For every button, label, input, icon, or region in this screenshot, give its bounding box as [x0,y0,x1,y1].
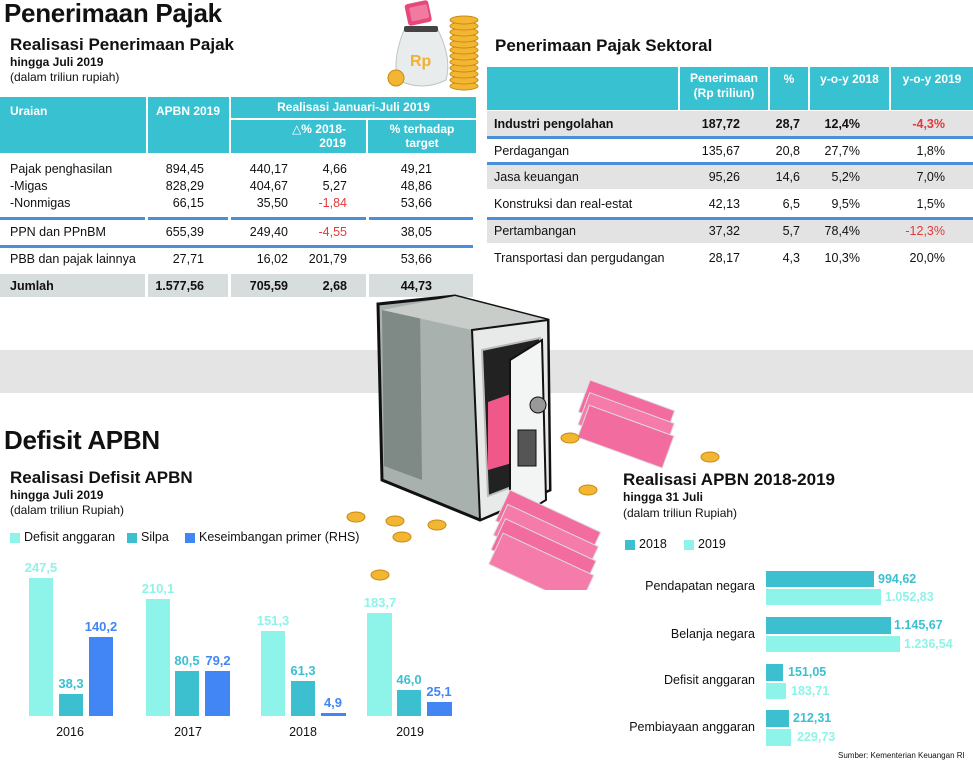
delta-value: -1,84 [318,196,347,210]
hbar-2018-pembiayaan [766,710,789,727]
delta-value: 2,68 [322,279,347,293]
row-divider [369,217,473,220]
header-yoy2019 [891,67,973,110]
header-label: target [405,136,439,150]
row-label: Jasa keuangan [494,170,579,184]
sektoral-title: Penerimaan Pajak Sektoral [495,36,713,55]
apbn-value: 1.577,56 [155,279,204,293]
apbn-value: 894,45 [165,162,204,176]
source-note: Sumber: Kementerian Keuangan RI [838,751,965,760]
legend-swatch [10,533,20,543]
bar-value: 212,31 [793,711,832,725]
legend-2018 [625,537,667,551]
legend-swatch [684,540,694,550]
header-label: (Rp triliun) [693,86,755,100]
yoy2019-value: 20,0% [909,251,945,265]
legend-defisit [10,530,115,544]
realisasi-value: 249,40 [249,225,288,239]
apbn-value: 27,71 [172,252,204,266]
hbar-2018-pendapatan [766,571,874,587]
x-axis-label: 2017 [174,725,202,739]
row-label: Pertambangan [494,224,577,238]
header-label: % terhadap [389,122,455,136]
target-value: 44,73 [400,279,432,293]
bar-silpa-2016 [59,694,83,716]
header-target [368,120,476,153]
penerimaan-value: 42,13 [708,197,740,211]
header-realisasi-group [231,97,476,118]
bar-value: 1.052,83 [885,590,934,604]
penerimaan-value: 28,17 [708,251,740,265]
pct-value: 28,7 [775,117,800,131]
row-label: -Nonmigas [10,196,71,210]
bar-value: 140,2 [84,619,118,634]
header-pct [770,67,808,110]
pct-value: 6,5 [782,197,800,211]
penerimaan-value: 37,32 [708,224,740,238]
header-apbn [148,97,229,153]
chart2-subtitle: hingga 31 Juli [623,490,704,504]
yoy2019-value: 7,0% [916,170,945,184]
bar-primer-2018 [321,713,346,716]
apbn-value: 828,29 [165,179,204,193]
table-subtitle: hingga Juli 2019 [10,55,104,69]
yoy2018-value: 27,7% [824,144,860,158]
row-label: PPN dan PPnBM [10,225,106,239]
apbn-value: 66,15 [172,196,204,210]
hbar-2019-belanja [766,636,900,652]
header-blank [487,67,678,110]
bar-value: 994,62 [878,572,917,586]
hbar-2019-pendapatan [766,589,881,605]
realisasi-value: 16,02 [256,252,288,266]
chart1-subtitle: hingga Juli 2019 [10,488,104,502]
header-label: Realisasi Januari-Juli 2019 [277,100,430,114]
yoy2018-value: 9,5% [831,197,860,211]
row-divider [0,217,145,220]
bar-value: 210,1 [141,581,175,596]
row-label: Jumlah [10,279,54,293]
coin-decoration [698,450,722,464]
row-label: PBB dan pajak lainnya [10,252,136,266]
legend-swatch [127,533,137,543]
hbar-2019-pembiayaan [766,729,791,746]
header-label: y-o-y 2018 [820,72,879,86]
bar-primer-2017 [205,671,230,716]
row-label: Konstruksi dan real-estat [494,197,633,211]
bar-value: 1.236,54 [904,637,953,651]
target-value: 38,05 [400,225,432,239]
bar-value: 46,0 [396,672,422,687]
yoy2018-value: 78,4% [824,224,860,238]
realisasi-value: 440,17 [249,162,288,176]
row-divider [148,217,228,220]
header-uraian [0,97,146,153]
row-label: Perdagangan [494,144,570,158]
realisasi-value: 705,59 [249,279,288,293]
apbn-value: 655,39 [165,225,204,239]
category-label: Pendapatan negara [645,579,755,593]
category-label: Pembiayaan anggaran [629,720,755,734]
yoy2019-value: 1,5% [916,197,945,211]
yoy2019-value: -4,3% [912,117,945,131]
money-bag-illustration [382,0,482,92]
chart1-unit: (dalam triliun Rupiah) [10,503,125,517]
legend-swatch [185,533,195,543]
bar-value: 80,5 [174,653,200,668]
row-divider [0,245,473,248]
yoy2019-value: 1,8% [916,144,945,158]
target-value: 48,86 [400,179,432,193]
hbar-2018-defisit [766,664,783,681]
penerimaan-value: 187,72 [701,117,740,131]
header-label: % [783,72,795,86]
target-value: 53,66 [400,196,432,210]
realisasi-value: 35,50 [256,196,288,210]
legend-2019 [684,537,726,551]
bar-silpa-2017 [175,671,199,716]
legend-silpa [127,530,169,544]
pct-value: 20,8 [775,144,800,158]
delta-value: 4,66 [322,162,347,176]
chart2-unit: (dalam triliun Rupiah) [623,506,738,520]
legend-label: 2019 [698,537,726,551]
legend-label: Defisit anggaran [24,530,116,544]
delta-value: 201,79 [308,252,347,266]
header-delta [231,120,366,153]
bar-value: 183,71 [791,684,830,698]
svg-text:Rp: Rp [410,53,432,70]
table-unit: (dalam triliun rupiah) [10,70,120,84]
header-penerimaan [680,67,768,110]
pct-value: 4,3 [782,251,800,265]
chart2-title: Realisasi APBN 2018-2019 [623,470,836,489]
bar-primer-2019 [427,702,452,716]
bar-value: 79,2 [205,653,231,668]
category-label: Defisit anggaran [663,673,755,687]
realisasi-value: 404,67 [249,179,288,193]
section-title-defisit-apbn: Defisit APBN [4,425,160,455]
x-axis-label: 2018 [289,725,317,739]
target-value: 53,66 [400,252,432,266]
x-axis-label: 2019 [396,725,424,739]
row-label: Industri pengolahan [494,117,614,131]
header-yoy2018 [810,67,889,110]
penerimaan-value: 95,26 [708,170,740,184]
bar-value: 151,3 [256,613,290,628]
bar-defisit-2019 [367,613,392,716]
row-label: -Migas [10,179,48,193]
bar-value: 61,3 [290,663,316,678]
yoy2019-value: -12,3% [905,224,945,238]
legend-swatch [625,540,635,550]
legend-label: 2018 [639,537,667,551]
yoy2018-value: 10,3% [824,251,860,265]
target-value: 49,21 [400,162,432,176]
bar-defisit-2016 [29,578,53,716]
table-title: Realisasi Penerimaan Pajak [10,35,234,54]
bar-value: 183,7 [363,595,397,610]
section-title-penerimaan-pajak: Penerimaan Pajak [4,0,222,28]
row-label: Transportasi dan pergudangan [494,251,665,265]
x-axis-label: 2016 [56,725,84,739]
yoy2018-value: 5,2% [831,170,860,184]
row-label: Pajak penghasilan [10,162,113,176]
penerimaan-value: 135,67 [701,144,740,158]
category-label: Belanja negara [670,627,755,641]
header-label: y-o-y 2019 [902,72,962,86]
bar-primer-2016 [89,637,113,716]
header-label: 2019 [319,136,346,150]
legend-label: Keseimbangan primer (RHS) [199,530,360,544]
delta-value: -4,55 [318,225,347,239]
chart1-title: Realisasi Defisit APBN [10,468,193,487]
coins-decoration [340,505,460,595]
pct-value: 5,7 [782,224,800,238]
bar-value: 229,73 [797,730,836,744]
header-label: APBN 2019 [156,104,221,118]
hbar-2019-defisit [766,683,786,699]
delta-value: 5,27 [322,179,347,193]
header-label: Penerimaan [689,71,759,85]
bar-value: 38,3 [58,676,84,691]
row-divider [487,136,973,139]
yoy2018-value: 12,4% [824,117,860,131]
bar-value: 4,9 [323,695,343,710]
row-divider [231,217,366,220]
bar-value: 151,05 [788,665,827,679]
bar-value: 247,5 [24,560,58,575]
bar-value: 1.145,67 [894,618,943,632]
legend-label: Silpa [141,530,169,544]
header-label: △% 2018- [292,122,346,136]
pct-value: 14,6 [775,170,800,184]
legend-keseimbangan [185,530,359,544]
bar-value: 25,1 [426,684,452,699]
header-label: Uraian [10,104,48,118]
hbar-2018-belanja [766,617,891,634]
